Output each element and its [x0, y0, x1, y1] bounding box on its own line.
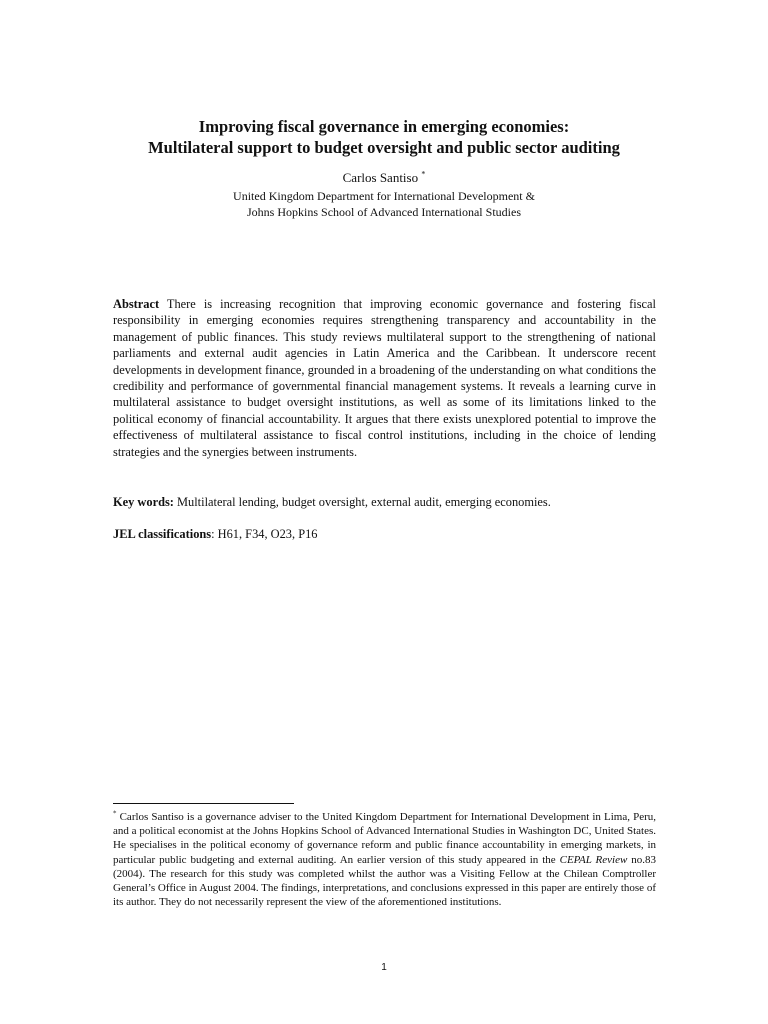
page-number: 1 — [381, 962, 387, 973]
author-affiliation-line-2: Johns Hopkins School of Advanced International Studies — [247, 205, 521, 219]
footnote-separator — [113, 803, 294, 804]
title-line-2: Multilateral support to budget oversight and public sector auditing — [148, 138, 620, 157]
abstract-text: There is increasing recognition that improving economic governance and fostering fiscal responsibility in emerging economies requires strengthening transparency and accountability in the management of public finances. This study reviews multilateral support to the strengthening of national parliaments and external audit agencies in Latin America and the Caribbean. It underscore recent developments in development finance, grounded in a broadening of the understanding on what conditions the credibility and performance of governmental financial management systems. It reveals a learning curve in multilateral assistance to budget oversight institutions, as well as some of its limitations linked to the political economy of financial accountability. It argues that there exists unexplored potential to improve the effectiveness of multilateral assistance to fiscal control institutions, including in the choice of lending strategies and the synergies between instruments. — [113, 297, 656, 459]
abstract-paragraph — [113, 296, 656, 460]
footnote-marker: * — [113, 809, 117, 818]
footnote-paragraph — [113, 810, 656, 909]
title-line-1: Improving fiscal governance in emerging economies: — [198, 117, 570, 136]
keywords-label: Key words: — [113, 495, 174, 509]
title-block — [100, 116, 668, 158]
author-footnote-marker: * — [421, 169, 426, 179]
author-block — [100, 168, 668, 220]
footnote-text-part-1: Carlos Santiso is a governance adviser to the United Kingdom Department for International Development in Lima, Peru, and a political economist at the Johns Hopkins School of Advanced International Studies in Washington DC, United States. He specialises in the political economy of governance reform and public finance accountability in emerging markets, in particular public budgeting and external auditing. An earlier version of this study appeared in the — [113, 811, 656, 866]
author-name-line — [100, 168, 668, 188]
abstract-label: Abstract — [113, 297, 160, 311]
jel-text: : H61, F34, O23, P16 — [211, 527, 318, 541]
author-affiliation-line-1: United Kingdom Department for International Development & — [233, 189, 535, 203]
jel-label: JEL classifications — [113, 527, 212, 541]
jel-line — [113, 526, 656, 542]
author-name: Carlos Santiso — [342, 170, 419, 185]
keywords-line — [113, 494, 656, 510]
footnote-text-part-2: no.83 (2004). The research for this study was completed whilst the author was a Visiting Fellow at the Chilean Comptroller General’s Office in August 2004. The findings, interpretations, and conclusions expressed in this paper are entirely those of its author. They do not necessarily represent the view of the aforementioned institutions. — [113, 853, 657, 909]
keywords-text: Multilateral lending, budget oversight, external audit, emerging economies. — [177, 495, 551, 509]
footnote-journal-title: CEPAL Review — [559, 853, 628, 866]
